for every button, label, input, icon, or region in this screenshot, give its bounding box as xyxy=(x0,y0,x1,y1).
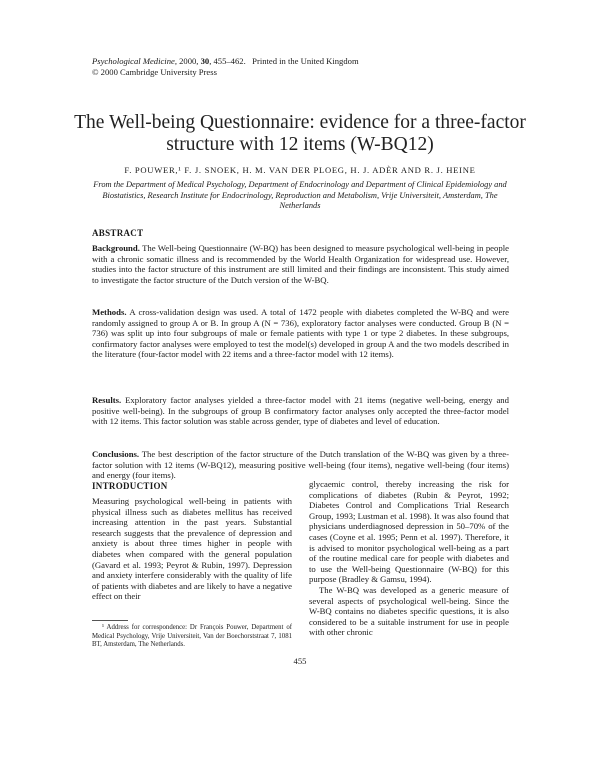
abstract-results: Results. Exploratory factor analyses yielded a three-factor model with 21 items (negative well-being, energy and positive well-being). In the subgroups of group B confirmatory factor analyses only accepted the three-factor model with 12 items. This factor solution was stable across gender, type of diabetes and level of education. xyxy=(92,395,509,427)
page-number: 455 xyxy=(293,656,307,666)
introduction-heading: INTRODUCTION xyxy=(92,481,168,491)
author-list: F. POUWER,¹ F. J. SNOEK, H. M. VAN DER PLOEG, H. J. ADÈR AND R. J. HEINE xyxy=(124,165,476,175)
abstract-methods: Methods. A cross-validation design was used. A total of 1472 people with diabetes completed the W-BQ and were randomly assigned to group A or B. In group A (N = 736), exploratory factor analyses were conducted. Group B (N = 736) was split up into four subgroups of male or female patients with type 1 or type 2 diabetes. In these subgroups, confirmatory factor analyses were employed to test the model(s) developed in group A and the two models described in the literature (four-factor model with 22 items and a three-factor model with 12 items). xyxy=(92,307,509,360)
copyright: © 2000 Cambridge University Press xyxy=(92,67,217,77)
journal-name: Psychological Medicine xyxy=(92,56,175,66)
conclusions-label: Conclusions. xyxy=(92,449,140,459)
results-label: Results. xyxy=(92,395,122,405)
intro-paragraph-2: The W-BQ was developed as a generic measure of several aspects of psychological well-being. Since the W-BQ contains no diabetes specific questions, it is also considered to be a suitable instrument for use in people with other chronic xyxy=(309,584,509,638)
affiliation: From the Department of Medical Psychology, Department of Endocrinology and Department of Clinical Epidemiology and Biostatistics, Research Institute for Endocrinology, Reproduction and Metabolism, Vrije Universiteit, Amsterdam, The Netherlands xyxy=(93,180,507,211)
intro-paragraph-continued: glycaemic control, thereby increasing the risk for complications of diabetes (Rubin & Peyrot, 1992; Diabetes Control and Complications Trial Research Group, 1993; Lustman et al. 1998). It was also found that physicians underdiagnosed depression in 50–70% of the cases (Coyne et al. 1995; Penn et al. 1997). Therefore, it is advised to monitor psychological well-being as a part of the routine medical care for people with diabetes and to use the Well-being Questionnaire (W-BQ) for this purpose (Bradley & Gamsu, 1994). xyxy=(309,479,509,585)
journal-header xyxy=(92,56,512,78)
intro-paragraph: Measuring psychological well-being in patients with physical illness such as diabetes mellitus has received increasing attention in the past years. Substantial research suggests that the prevalence of depression and anxiety is about three times higher in people with diabetes when compared with the general population (Gavard et al. 1993; Peyrot & Rubin, 1997). Depression and anxiety interfere considerably with the quality of life of patients with diabetes and are likely to have a negative effect on their xyxy=(92,496,292,602)
paper-title: The Well-being Questionnaire: evidence for a three-factor structure with 12 items (W-BQ12) xyxy=(74,112,526,155)
methods-label: Methods. xyxy=(92,307,127,317)
intro-right-column xyxy=(309,479,509,638)
printed-in: Printed in the United Kingdom xyxy=(252,56,359,66)
abstract-conclusions: Conclusions. The best description of the factor structure of the Dutch translation of the W-BQ was given by a three-factor solution with 12 items (W-BQ12), measuring positive well-being (four items), negative well-being (four items) and energy (four items). xyxy=(92,449,509,481)
background-label: Background. xyxy=(92,243,140,253)
footnote: ¹ Address for correspondence: Dr François Pouwer, Department of Medical Psychology, Vrije Universiteit, Van der Boechorststraat 7, 1081 BT, Amsterdam, The Netherlands. xyxy=(92,624,292,649)
journal-volume: 30 xyxy=(200,56,210,66)
journal-citation: Psychological Medicine, 2000, 30, 455–462. Printed in the United Kingdom xyxy=(92,56,359,66)
footnote-rule xyxy=(92,620,128,621)
abstract-background: Background. The Well-being Questionnaire (W-BQ) has been designed to measure psychological well-being in people with a chronic somatic illness and is recommended by the World Health Organization for widespread use. However, studies into the factor structure of this instrument are still limited and their findings are inconsistent. This study aimed to investigate the factor structure of the Dutch version of the W-BQ. xyxy=(92,243,509,285)
intro-left-column xyxy=(92,496,292,602)
abstract-heading: ABSTRACT xyxy=(92,228,144,238)
